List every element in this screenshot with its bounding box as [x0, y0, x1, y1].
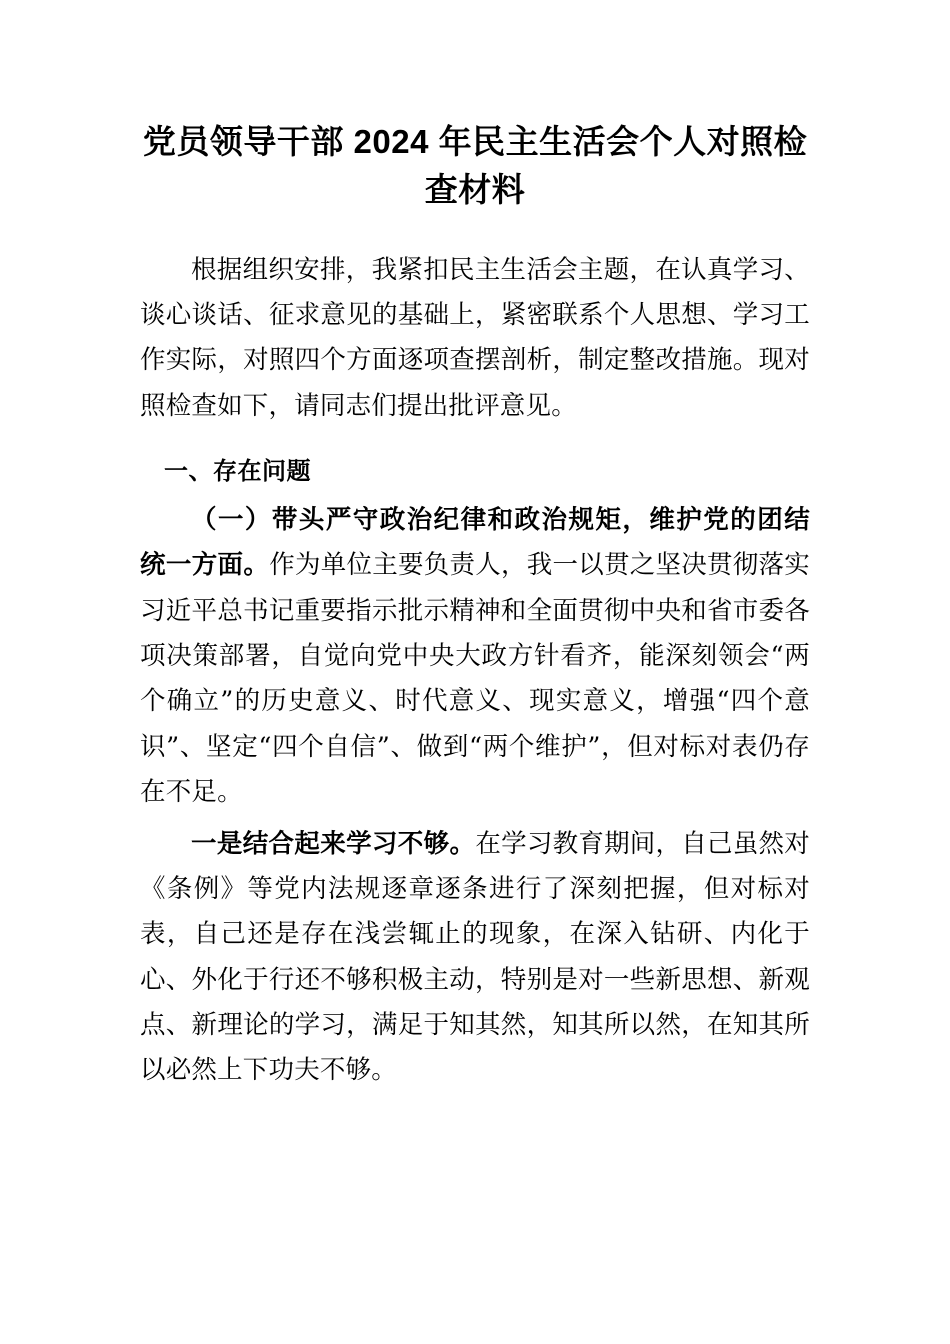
page-title: 党员领导干部 2024 年民主生活会个人对照检查材料	[142, 123, 808, 208]
heading-section-one: 一、存在问题	[164, 458, 311, 486]
paragraph-item-1-text: 作为单位主要负责人，我一以贯之坚决贯彻落实习近平总书记重要指示批示精神和全面贯彻中央和省市委各项决策部署，自觉向党中央大政方针看齐，能深刻领会“两个确立”的历史意义、时代意义、现实意义，增强“四个意识”、坚定“四个自信”、做到“两个维护”，但对标对表仍存在不足。	[140, 550, 810, 808]
spacer	[140, 435, 810, 441]
paragraph-item-1-1-lead: 一是结合起来学习不够。	[191, 829, 476, 858]
paragraph-intro	[140, 248, 810, 430]
paragraph-intro-text: 根据组织安排，我紧扣民主生活会主题，在认真学习、谈心谈话、征求意见的基础上，紧密联系个人思想、学习工作实际，对照四个方面逐项查摆剖析，制定整改措施。现对照检查如下，请同志们提出批评意见。	[140, 254, 810, 421]
paragraph-item-1-1	[140, 822, 810, 1094]
paragraph-item-1-1-text: 在学习教育期间，自己虽然对《条例》等党内法规逐章逐条进行了深刻把握，但对标对表，自己还是存在浅尝辄止的现象，在深入钻研、内化于心、外化于行还不够积极主动，特别是对一些新思想、新观点、新理论的学习，满足于知其然，知其所以然，在知其所以必然上下功夫不够。	[140, 828, 810, 1086]
paragraph-item-1	[140, 498, 810, 816]
paragraph-item-1-lead: （一）带头严守政治纪律和政治规矩，维护党的团结统一方面。	[140, 505, 810, 580]
